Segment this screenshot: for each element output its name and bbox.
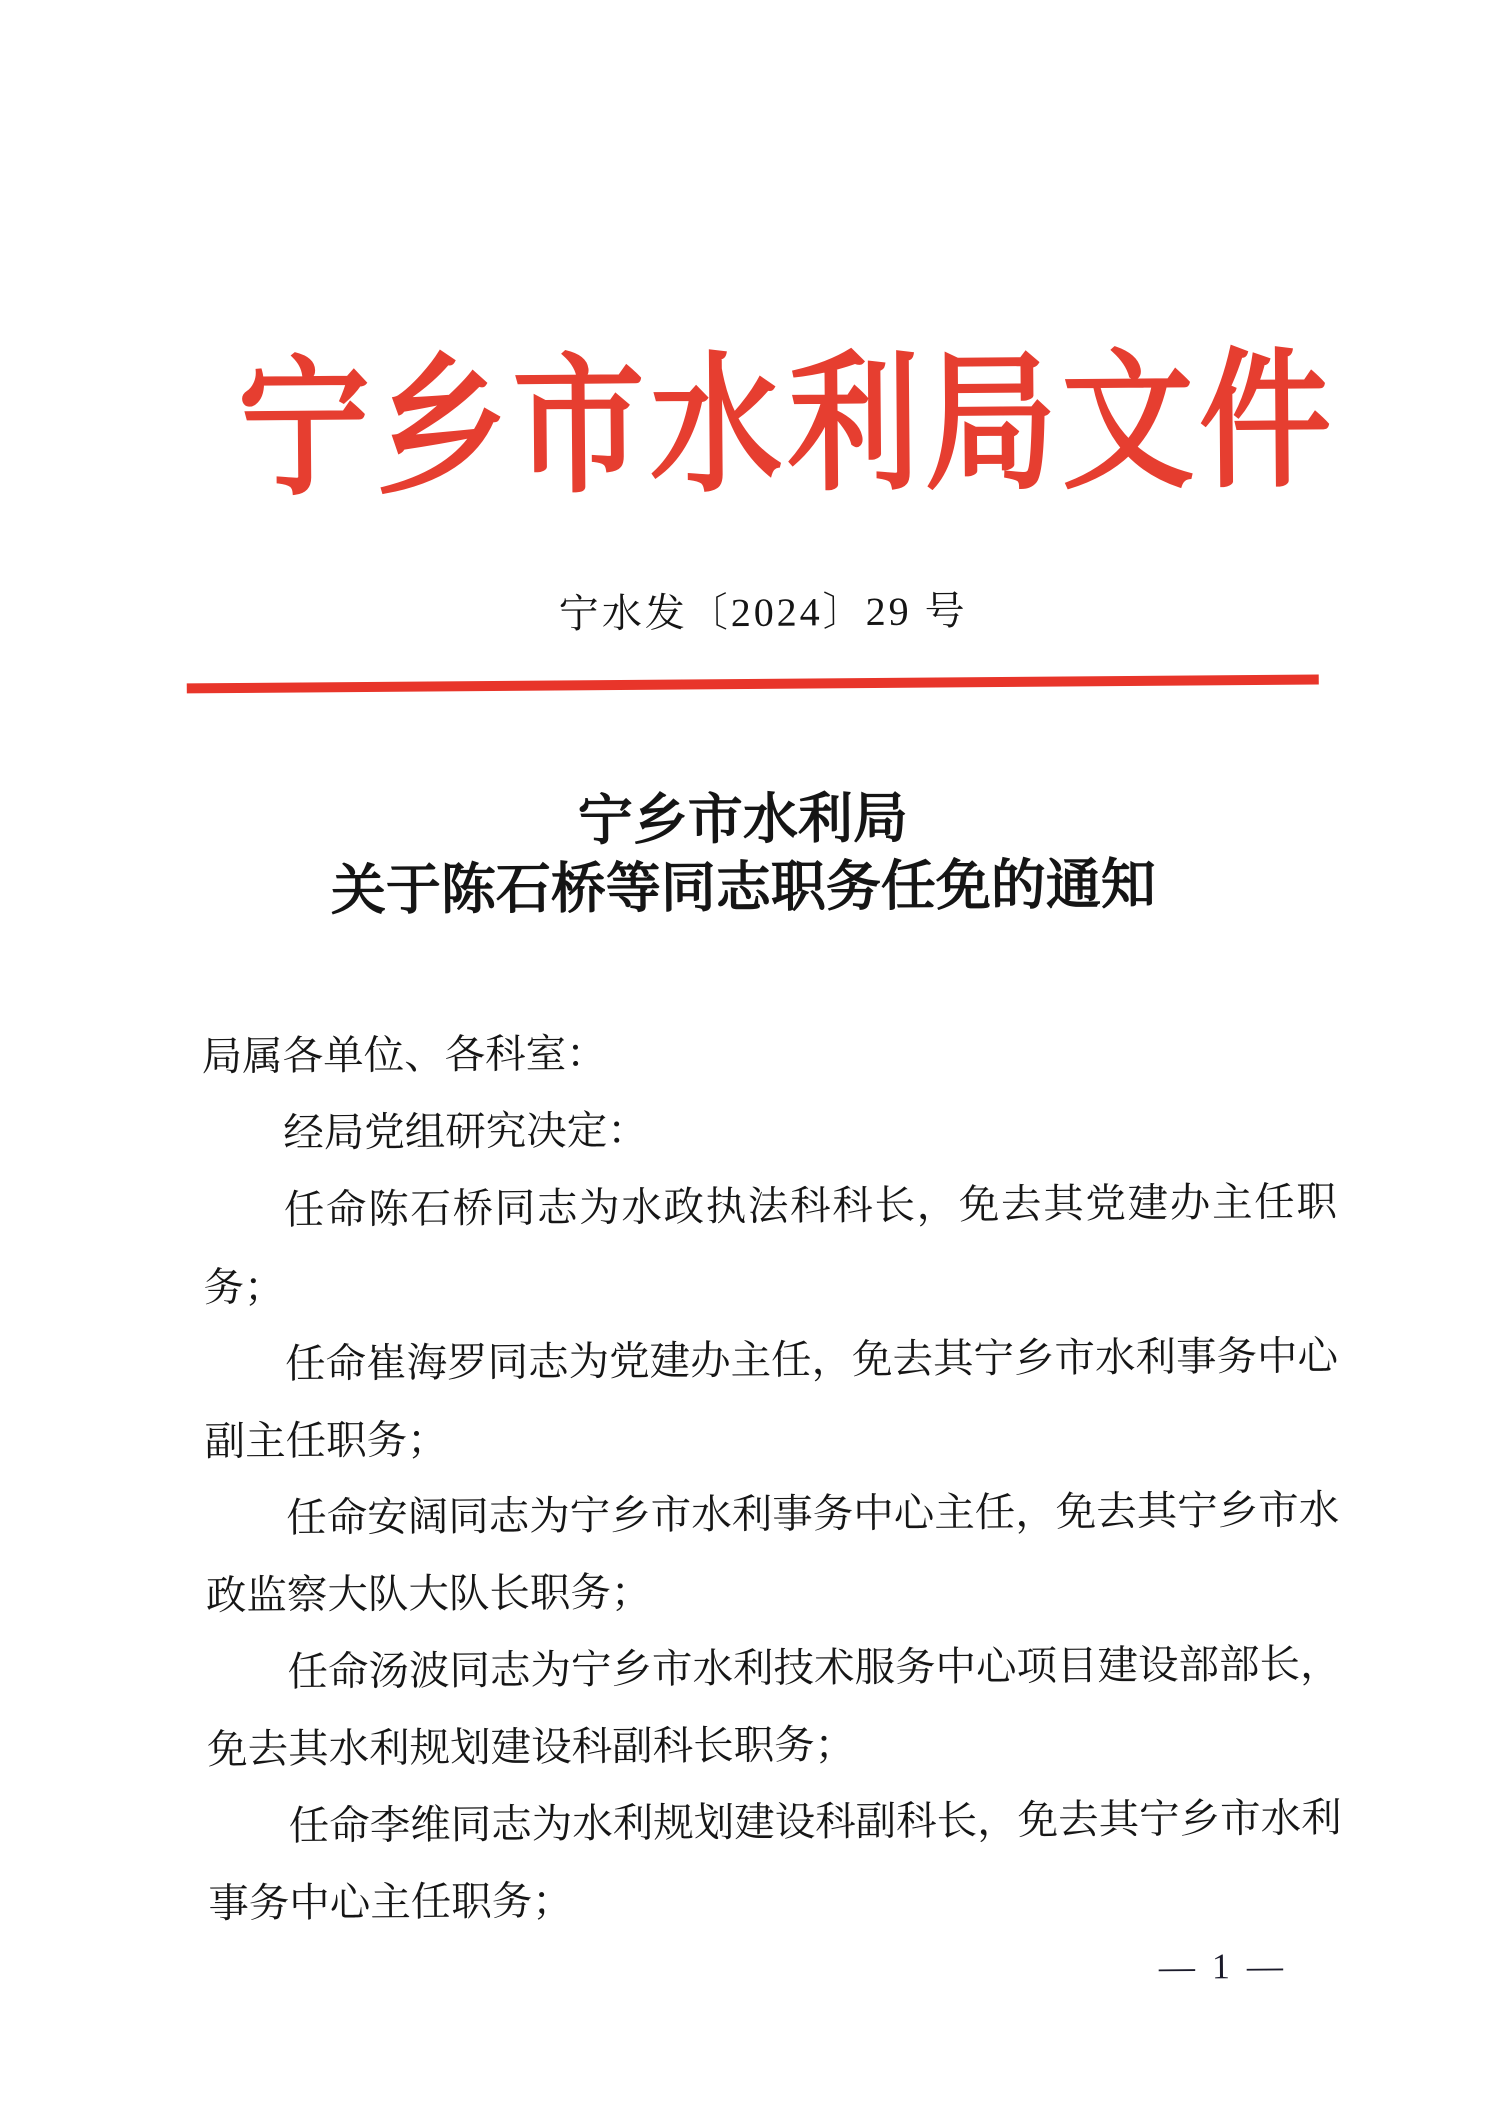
agency-header-title: 宁乡市水利局文件 xyxy=(237,339,1338,514)
body-line: 任命汤波同志为宁乡市水利技术服务中心项目建设部部长， xyxy=(287,1641,1341,1695)
document-title xyxy=(173,782,1314,927)
document-body xyxy=(201,1009,1342,1942)
body-line: 经局党组研究决定： xyxy=(283,1107,648,1156)
body-line: 副主任职务； xyxy=(204,1417,448,1465)
body-line: 事务中心主任职务； xyxy=(208,1878,573,1927)
body-line: 任命崔海罗同志为党建办主任，免去其宁乡市水利事务中心 xyxy=(284,1333,1339,1387)
body-line-salutation: 局属各单位、各科室： xyxy=(201,1031,607,1080)
body-line: 任命陈石桥同志为水政执法科科长，免去其党建办主任职 xyxy=(283,1179,1338,1233)
body-line: 免去其水利规划建设科副科长职务； xyxy=(206,1722,856,1773)
document-title-line1: 宁乡市水利局 xyxy=(577,787,909,852)
red-separator-line xyxy=(187,674,1319,693)
body-line: 政监察大队大队长职务； xyxy=(205,1569,652,1619)
body-line: 任命李维同志为水利规划建设科副科长，免去其宁乡市水利 xyxy=(288,1795,1342,1849)
body-line: 任命安阔同志为宁乡市水利事务中心主任，免去其宁乡市水 xyxy=(286,1487,1340,1541)
body-line: 务； xyxy=(203,1264,285,1311)
doc-number: 宁水发〔2024〕29 号 xyxy=(558,588,968,637)
document-title-line2: 关于陈石桥等同志职务任免的通知 xyxy=(330,853,1157,922)
page-number: — 1 — xyxy=(1158,1945,1288,1987)
